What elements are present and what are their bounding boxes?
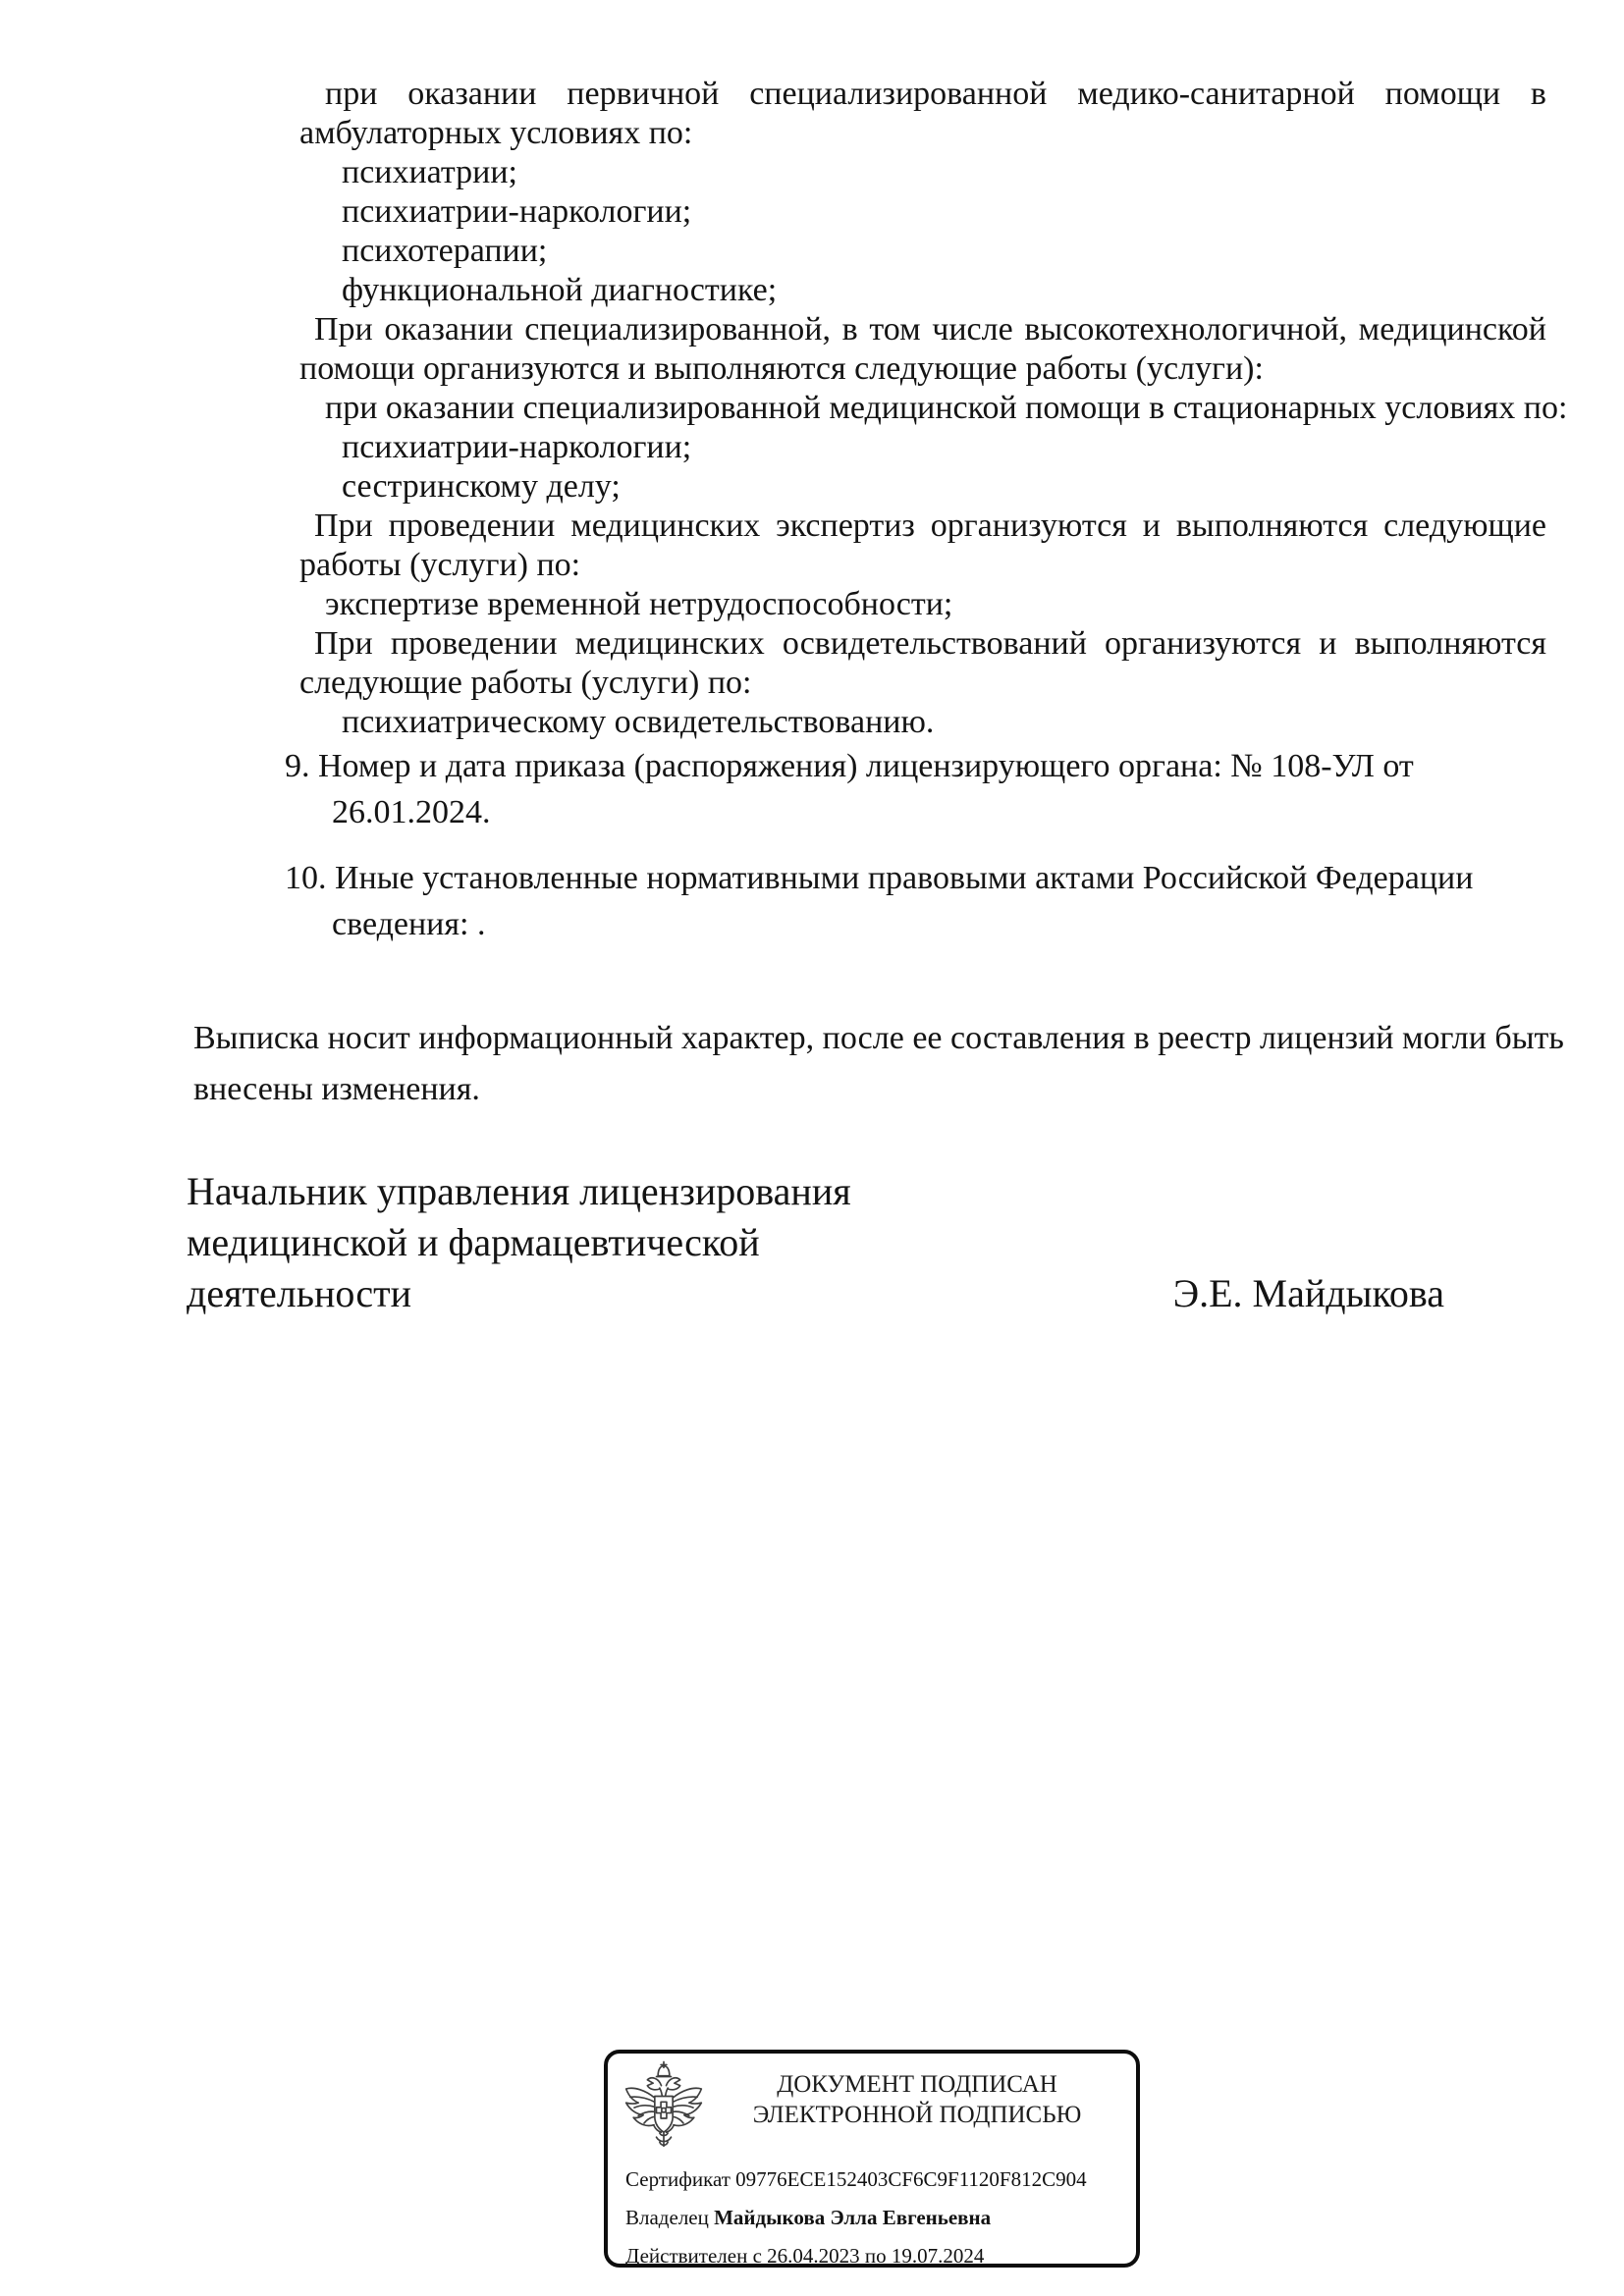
document-text-line: психиатрии-наркологии;	[342, 193, 692, 230]
numbered-item	[285, 743, 1551, 835]
document-text-line: амбулаторных условиях по:	[299, 115, 693, 151]
signatory-name: Э.Е. Майдыкова	[1172, 1271, 1444, 1315]
item-number: 9.	[285, 748, 310, 784]
document-text-line: сестринскому делу;	[342, 468, 621, 505]
notice-line: внесены изменения.	[193, 1071, 480, 1107]
license-works-section	[299, 75, 1568, 742]
numbered-item-first-line	[285, 743, 1551, 789]
item-number: 10.	[285, 860, 327, 896]
certificate-line	[625, 2161, 1128, 2199]
document-text-line: При проведении медицинских освидетельствований организуются и выполняются	[314, 625, 1546, 662]
document-text-line: При проведении медицинских экспертиз организуются и выполняются следующие	[314, 507, 1546, 544]
numbered-item-first-line	[285, 855, 1551, 901]
validity-line: Действителен с 26.04.2023 по 19.07.2024	[625, 2244, 985, 2268]
numbered-item	[285, 855, 1551, 947]
document-text-line: помощи организуются и выполняются следующие работы (услуги):	[299, 350, 1264, 387]
stamp-title	[706, 2069, 1128, 2130]
stamp-info	[625, 2161, 1128, 2275]
document-text-line: психотерапии;	[342, 233, 548, 269]
document-text-line: психиатрическому освидетельствованию.	[342, 704, 935, 740]
owner-line	[625, 2199, 1128, 2237]
signatory-position-line: деятельности	[187, 1271, 411, 1315]
document-text-line: работы (услуги) по:	[299, 547, 581, 583]
document-text-line: экспертизе временной нетрудоспособности;	[325, 586, 953, 622]
signatory-position-line: медицинской и фармацевтической	[187, 1220, 760, 1264]
signatory-block	[187, 1166, 1444, 1319]
document-text-line: следующие работы (услуги) по:	[299, 665, 752, 701]
certificate-number: 09776ECE152403CF6C9F1120F812C904	[735, 2167, 1087, 2191]
numbered-item-continuation-line: сведения: .	[332, 906, 486, 942]
certificate-label: Сертификат	[625, 2167, 731, 2191]
digital-signature-stamp	[604, 2050, 1140, 2268]
signature-row	[187, 1268, 1444, 1319]
notice-paragraph	[193, 1013, 1564, 1115]
roszdravnadzor-emblem-icon	[623, 2059, 705, 2158]
numbered-item-continuation-line: 26.01.2024.	[332, 794, 491, 830]
signatory-position-line: Начальник управления лицензирования	[187, 1169, 851, 1213]
document-text-line: функциональной диагностике;	[342, 272, 778, 308]
document-text-line: при оказании первичной специализированной медико-санитарной помощи в	[325, 76, 1546, 112]
document-text-line: психиатрии;	[342, 154, 517, 190]
document-text-line: При оказании специализированной, в том числе высокотехнологичной, медицинской	[314, 311, 1546, 347]
owner-name: Майдыкова Элла Евгеньевна	[714, 2206, 992, 2229]
item-text: Иные установленные нормативными правовыми актами Российской Федерации	[335, 860, 1474, 896]
stamp-title-line: ДОКУМЕНТ ПОДПИСАН	[777, 2071, 1057, 2098]
owner-label: Владелец	[625, 2206, 709, 2229]
document-text-line: при оказании специализированной медицинской помощи в стационарных условиях по:	[325, 390, 1568, 426]
numbered-items-section	[285, 743, 1551, 967]
stamp-title-line: ЭЛЕКТРОННОЙ ПОДПИСЬЮ	[752, 2102, 1082, 2128]
notice-line: Выписка носит информационный характер, после ее составления в реестр лицензий могли быть	[193, 1020, 1564, 1056]
document-text-line: психиатрии-наркологии;	[342, 429, 692, 465]
item-text: Номер и дата приказа (распоряжения) лицензирующего органа: № 108-УЛ от	[318, 748, 1414, 784]
